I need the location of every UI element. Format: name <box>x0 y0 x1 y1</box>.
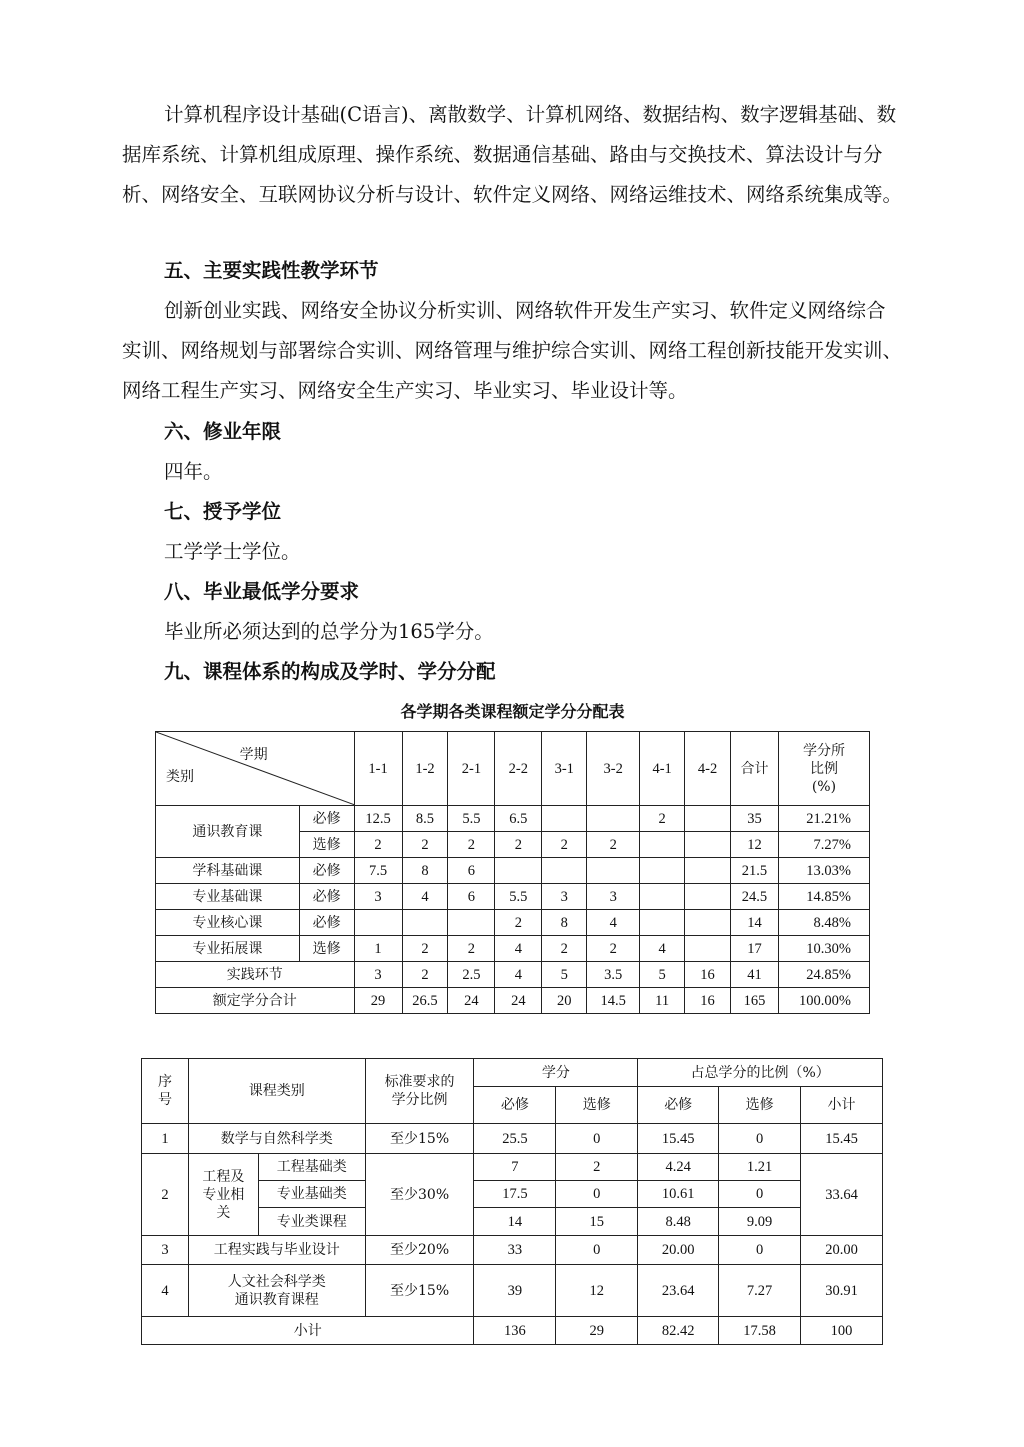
value-cell: 14.5 <box>587 988 640 1014</box>
value-cell <box>685 832 731 858</box>
table-row <box>156 988 870 1014</box>
value-cell: 2 <box>448 936 495 962</box>
value-cell <box>587 806 640 832</box>
type-cell: 选修 <box>299 936 354 962</box>
value-cell: 2 <box>542 936 587 962</box>
value-cell: 4 <box>495 962 542 988</box>
category-cell: 通识教育课 <box>156 806 300 858</box>
value-cell <box>640 884 685 910</box>
value-cell <box>354 910 402 936</box>
engineering-group-cell: 工程及 专业相 关 <box>188 1154 258 1236</box>
type-cell: 必修 <box>299 910 354 936</box>
table-row <box>156 936 870 962</box>
header-semester: 3-2 <box>587 732 640 806</box>
value-cell: 2 <box>402 936 448 962</box>
value-cell: 2 <box>542 832 587 858</box>
value-cell <box>685 858 731 884</box>
header-semester: 3-1 <box>542 732 587 806</box>
value-cell: 2 <box>587 936 640 962</box>
value-cell: 11 <box>640 988 685 1014</box>
value-cell: 3.5 <box>587 962 640 988</box>
value-cell: 2 <box>495 832 542 858</box>
value-cell: 6.5 <box>495 806 542 832</box>
table-row: 1 数学与自然科学类 至少15% 25.5 0 15.45 0 15.45 <box>142 1124 883 1154</box>
value-cell: 6 <box>448 858 495 884</box>
corner-header-cell <box>156 732 355 806</box>
type-cell: 必修 <box>299 806 354 832</box>
value-cell: 8 <box>402 858 448 884</box>
category-cell: 专业基础课 <box>156 884 300 910</box>
section-7-heading: 七、授予学位 <box>164 500 282 523</box>
semester-credit-table <box>155 731 870 1014</box>
table-row <box>156 962 870 988</box>
header-semester: 2-1 <box>448 732 495 806</box>
value-cell: 165 <box>731 988 779 1014</box>
value-cell: 2 <box>640 806 685 832</box>
header-elective-pct: 选修 <box>719 1087 801 1124</box>
value-cell <box>542 806 587 832</box>
header-standard-ratio: 标准要求的 学分比例 <box>365 1059 474 1124</box>
header-total: 合计 <box>731 732 779 806</box>
value-cell <box>448 910 495 936</box>
value-cell: 4 <box>640 936 685 962</box>
courses-paragraph: 计算机程序设计基础(C语言)、离散数学、计算机网络、数据结构、数字逻辑基础、数据库系统、计算机组成原理、操作系统、数据通信基础、路由与交换技术、算法设计与分析、网络安全、互联网协议分析与设计、软件定义网络、网络运维技术、网络系统集成等。 <box>122 103 903 206</box>
table-row <box>156 858 870 884</box>
value-cell: 4 <box>587 910 640 936</box>
header-semester: 4-1 <box>640 732 685 806</box>
ratio-cell: 24.85% <box>778 962 869 988</box>
credit-ratio-table <box>141 1058 883 1345</box>
value-cell: 2.5 <box>448 962 495 988</box>
header-semester: 1-2 <box>402 732 448 806</box>
credit-text: 毕业所必须达到的总学分为165学分。 <box>164 620 494 643</box>
value-cell: 7.5 <box>354 858 402 884</box>
ratio-cell: 8.48% <box>778 910 869 936</box>
value-cell: 14 <box>731 910 779 936</box>
table-row: 2 工程及 专业相 关 工程基础类 至少30% 7 2 4.24 1.21 33.64 <box>142 1154 883 1181</box>
value-cell: 21.5 <box>731 858 779 884</box>
value-cell: 4 <box>495 936 542 962</box>
value-cell <box>640 910 685 936</box>
value-cell: 41 <box>731 962 779 988</box>
value-cell: 3 <box>354 962 402 988</box>
header-ratio: 学分所 比例 (%) <box>778 732 869 806</box>
table-row <box>156 910 870 936</box>
header-semester: 2-2 <box>495 732 542 806</box>
table-row: 专业基础类 17.5 0 10.61 0 <box>142 1181 883 1208</box>
header-subtotal: 小计 <box>801 1087 883 1124</box>
header-semester: 1-1 <box>354 732 402 806</box>
value-cell: 5 <box>640 962 685 988</box>
header-credit: 学分 <box>474 1059 638 1087</box>
value-cell: 12.5 <box>354 806 402 832</box>
table1-caption: 各学期各类课程额定学分分配表 <box>400 702 625 721</box>
value-cell <box>640 858 685 884</box>
category-label: 类别 <box>166 769 194 785</box>
value-cell: 29 <box>354 988 402 1014</box>
value-cell: 6 <box>448 884 495 910</box>
table-row: 4 人文社会科学类 通识教育课程 至少15% 39 12 23.64 7.27 30.91 <box>142 1265 883 1317</box>
ratio-cell: 21.21% <box>778 806 869 832</box>
value-cell <box>402 910 448 936</box>
practice-paragraph: 创新创业实践、网络安全协议分析实训、网络软件开发生产实习、软件定义网络综合实训、网络规划与部署综合实训、网络管理与维护综合实训、网络工程创新技能开发实训、网络工程生产实习、网络安全生产实习、毕业实习、毕业设计等。 <box>122 299 903 402</box>
ratio-cell: 7.27% <box>778 832 869 858</box>
header-seq: 序 号 <box>142 1059 189 1124</box>
type-cell: 必修 <box>299 884 354 910</box>
section-5-heading: 五、主要实践性教学环节 <box>164 259 379 282</box>
value-cell: 8.5 <box>402 806 448 832</box>
value-cell: 17 <box>731 936 779 962</box>
value-cell: 35 <box>731 806 779 832</box>
value-cell: 3 <box>542 884 587 910</box>
value-cell: 12 <box>731 832 779 858</box>
ratio-cell: 13.03% <box>778 858 869 884</box>
value-cell <box>685 936 731 962</box>
table-row: 专业类课程 14 15 8.48 9.09 <box>142 1208 883 1236</box>
ratio-cell: 100.00% <box>778 988 869 1014</box>
value-cell: 2 <box>402 832 448 858</box>
value-cell: 3 <box>354 884 402 910</box>
table-row <box>156 884 870 910</box>
degree-text: 工学学士学位。 <box>164 540 301 563</box>
value-cell <box>685 884 731 910</box>
header-semester: 4-2 <box>685 732 731 806</box>
value-cell: 16 <box>685 962 731 988</box>
category-cell: 额定学分合计 <box>156 988 355 1014</box>
value-cell <box>640 832 685 858</box>
value-cell: 2 <box>587 832 640 858</box>
type-cell: 选修 <box>299 832 354 858</box>
section-6-heading: 六、修业年限 <box>164 420 282 443</box>
value-cell: 20 <box>542 988 587 1014</box>
header-total-ratio: 占总学分的比例（%） <box>638 1059 883 1087</box>
value-cell: 2 <box>402 962 448 988</box>
value-cell: 4 <box>402 884 448 910</box>
header-required: 必修 <box>474 1087 556 1124</box>
value-cell: 2 <box>354 832 402 858</box>
years-text: 四年。 <box>164 460 223 483</box>
header-required-pct: 必修 <box>638 1087 719 1124</box>
value-cell: 16 <box>685 988 731 1014</box>
value-cell <box>587 858 640 884</box>
value-cell: 3 <box>587 884 640 910</box>
category-cell: 学科基础课 <box>156 858 300 884</box>
table-total-row: 小计 136 29 82.42 17.58 100 <box>142 1317 883 1345</box>
value-cell: 2 <box>495 910 542 936</box>
category-cell: 实践环节 <box>156 962 355 988</box>
type-cell: 必修 <box>299 858 354 884</box>
ratio-cell: 10.30% <box>778 936 869 962</box>
value-cell <box>685 806 731 832</box>
section-8-heading: 八、毕业最低学分要求 <box>164 580 360 603</box>
value-cell: 1 <box>354 936 402 962</box>
value-cell <box>685 910 731 936</box>
value-cell: 5 <box>542 962 587 988</box>
ratio-cell: 14.85% <box>778 884 869 910</box>
value-cell: 24 <box>495 988 542 1014</box>
section-9-heading: 九、课程体系的构成及学时、学分分配 <box>164 660 496 683</box>
value-cell <box>495 858 542 884</box>
value-cell <box>542 858 587 884</box>
category-cell: 专业核心课 <box>156 910 300 936</box>
value-cell: 26.5 <box>402 988 448 1014</box>
value-cell: 24.5 <box>731 884 779 910</box>
value-cell: 24 <box>448 988 495 1014</box>
header-elective: 选修 <box>556 1087 638 1124</box>
value-cell: 5.5 <box>448 806 495 832</box>
table-row <box>156 806 870 832</box>
semester-label: 学期 <box>239 747 268 763</box>
category-cell: 专业拓展课 <box>156 936 300 962</box>
value-cell: 5.5 <box>495 884 542 910</box>
table-row: 3 工程实践与毕业设计 至少20% 33 0 20.00 0 20.00 <box>142 1236 883 1265</box>
value-cell: 8 <box>542 910 587 936</box>
header-course-category: 课程类别 <box>188 1059 365 1124</box>
value-cell: 2 <box>448 832 495 858</box>
